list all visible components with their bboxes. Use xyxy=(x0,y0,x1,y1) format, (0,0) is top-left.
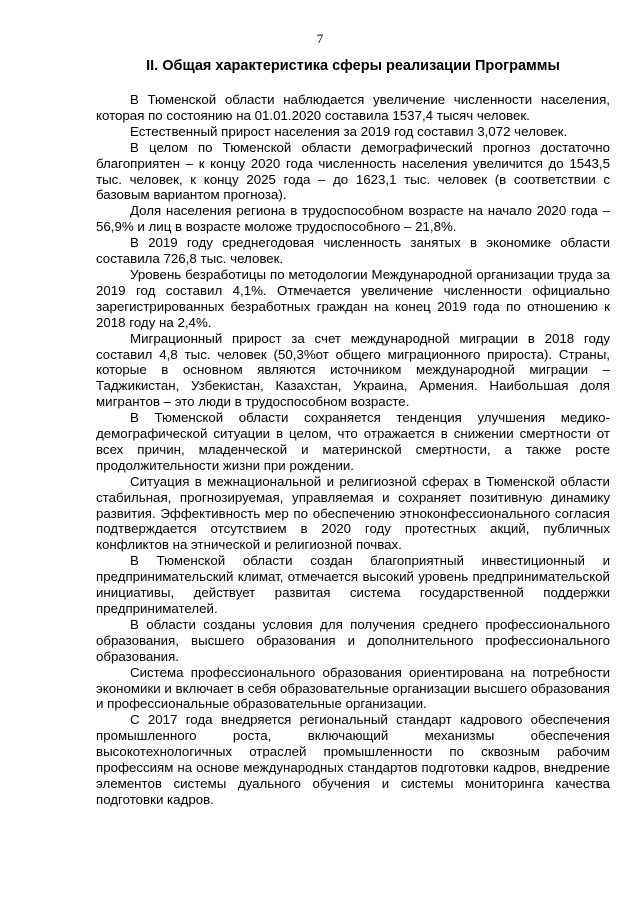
paragraph-staffing-standard: С 2017 года внедряется региональный стандарт кадрового обеспечения промышленного роста, включающий механизмы обеспечения высокотехнологичных отраслей промышленности по сквозным рабочим профессиям на основе международных стандартов подготовки кадров, внедрение элементов системы дуального обучения и системы мониторинга качества подготовки кадров. xyxy=(96,712,610,807)
paragraph-working-age-share: Доля населения региона в трудоспособном возрасте на начало 2020 года – 56,9% и лиц в возрасте моложе трудоспособного – 21,8%. xyxy=(96,203,610,235)
paragraph-employment: В 2019 году среднегодовая численность занятых в экономике области составила 726,8 тыс. человек. xyxy=(96,235,610,267)
paragraph-demographic-forecast: В целом по Тюменской области демографический прогноз достаточно благоприятен – к концу 2020 года численность населения увеличится до 1543,5 тыс. человек, к концу 2025 года – до 1623,1 тыс. человек (в соответствии с базовым вариантом прогноза). xyxy=(96,139,610,203)
section-heading: II. Общая характеристика сферы реализации Программы xyxy=(146,58,560,74)
body-text xyxy=(96,92,610,808)
paragraph-interethnic: Ситуация в межнациональной и религиозной сферах в Тюменской области стабильная, прогнозируемая, управляемая и сохраняет позитивную динамику развития. Эффективность мер по обеспечению этноконфессионального согласия подтверждается отсутствием в 2020 году протестных акций, публичных конфликтов на этнической и религиозной почвах. xyxy=(96,473,610,553)
paragraph-unemployment: Уровень безработицы по методологии Международной организации труда за 2019 год составил 4,1%. Отмечается увеличение численности официально зарегистрированных безработных граждан на конец 2019 года по отношению к 2018 году на 2,4%. xyxy=(96,266,610,330)
paragraph-migration: Миграционный прирост за счет международной миграции в 2018 году составил 4,8 тыс. человек (50,3%от общего миграционного прироста). Страны, которые в основном являются источником международной миграции – Таджикистан, Узбекистан, Казахстан, Украина, Армения. Наибольшая доля мигрантов – это люди в трудоспособном возрасте. xyxy=(96,330,610,410)
page-number: 7 xyxy=(316,31,324,46)
paragraph-natural-growth: Естественный прирост населения за 2019 год составил 3,072 человек. xyxy=(130,123,568,139)
paragraph-population: В Тюменской области наблюдается увеличение численности населения, которая по состоянию на 01.01.2020 составила 1537,4 тысяч человек. xyxy=(96,92,610,123)
paragraph-medical-demographic: В Тюменской области сохраняется тенденция улучшения медико-демографической ситуации в целом, что отражается в снижении смертности от всех причин, младенческой и материнской смертности, а также росте продолжительности жизни при рождении. xyxy=(96,410,610,473)
paragraph-investment-climate: В Тюменской области создан благоприятный инвестиционный и предпринимательский климат, отмечается высокий уровень предпринимательской инициативы, действует развитая система государственной поддержки предпринимателей. xyxy=(96,553,610,616)
paragraph-education-conditions: В области созданы условия для получения среднего профессионального образования, высшего образования и дополнительного профессионального образования. xyxy=(96,616,610,664)
paragraph-vocational-system: Система профессионального образования ориентирована на потребности экономики и включает в себя образовательные организации высшего образования и профессиональные образовательные организации. xyxy=(96,664,610,712)
